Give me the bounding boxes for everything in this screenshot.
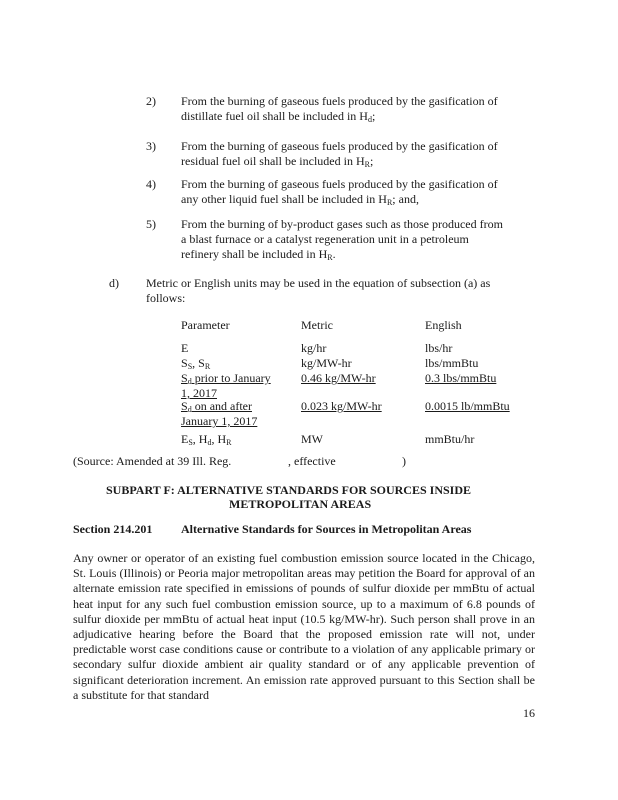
table-cell-english: 0.0015 lb/mmBtu (425, 399, 510, 413)
table-cell-english: 0.3 lbs/mmBtu (425, 371, 497, 385)
subsection-d-text: Metric or English units may be used in the equation of subsection (a) as follows: (146, 276, 491, 305)
table-cell-parameter: $S_S$, $S_R$ (181, 356, 211, 371)
list-item-number: 5) (146, 217, 156, 231)
subpart-heading-line2: METROPOLITAN AREAS (229, 497, 372, 511)
table-cell-metric: kg/MW-hr (301, 356, 352, 370)
table-cell-parameter: $S_d$ on and after January 1, 2017 (181, 399, 258, 428)
list-item-number: 2) (146, 94, 156, 108)
table-cell-metric: MW (301, 432, 323, 446)
list-item-line: refinery shall be included in $H_R$. (181, 247, 336, 262)
table-cell-english: lbs/mmBtu (425, 356, 479, 370)
list-item-line: residual fuel oil shall be included in $H_R$; (181, 154, 374, 169)
table-cell-metric: kg/hr (301, 341, 327, 355)
body-paragraph: Any owner or operator of an existing fuel combustion emission source located in the Chicago, St. Louis (Illinois) or Peoria major metropolitan areas may petition the Board for approval of an alternate emission rate specified in emissions of pounds of sulfur dioxide per mmBtu of actual heat input for any such fuel combustion emission source, up to a maximum of 6.8 pounds of sulfur dioxide per mmBtu of actual heat input (10.5 kg/MW-hr). Such person shall prove in an adjudicative hearing before the Board that the proposed emission rate will not, under predictable worst case conditions cause or contribute to a violation of any applicable primary or secondary sulfur dioxide ambient air quality standard or of any applicable prevention of significant deterioration increment. An emission rate approved pursuant to this Section shall be a substitute for that standard (73, 551, 535, 702)
list-item-line: any other liquid fuel shall be included in $H_R$; and, (181, 192, 419, 207)
section-number: Section 214.201 (73, 522, 153, 536)
list-item-line: distillate fuel oil shall be included in $H_d$; (181, 109, 376, 124)
subsection-label: d) (109, 276, 119, 290)
list-item-line: From the burning of gaseous fuels produced by the gasification of (181, 94, 498, 108)
subpart-heading: SUBPART F: ALTERNATIVE STANDARDS FOR SOURCES INSIDE (106, 483, 471, 497)
table-cell-metric: 0.46 kg/MW-hr (301, 371, 376, 385)
list-item-line: From the burning of by-product gases such as those produced from (181, 217, 503, 231)
source-note-prefix: (Source: Amended at 39 Ill. Reg. (73, 454, 232, 468)
page-number: 16 (523, 706, 535, 720)
list-item-line: From the burning of gaseous fuels produced by the gasification of (181, 139, 498, 153)
list-item-number: 3) (146, 139, 156, 153)
list-item (181, 217, 511, 262)
list-item-line: From the burning of gaseous fuels produced by the gasification of (181, 177, 498, 191)
source-note-suffix: ) (402, 454, 406, 468)
table-cell-metric: 0.023 kg/MW-hr (301, 399, 382, 413)
table-cell-english: mmBtu/hr (425, 432, 475, 446)
list-item (181, 177, 511, 207)
section-title: Alternative Standards for Sources in Metropolitan Areas (181, 522, 472, 536)
list-item (181, 94, 511, 124)
source-note-effective: , effective (288, 454, 336, 468)
table-header-english: English (425, 318, 462, 332)
list-item-line: a blast furnace or a catalyst regeneration unit in a petroleum (181, 232, 469, 246)
list-item-number: 4) (146, 177, 156, 191)
table-cell-english: lbs/hr (425, 341, 453, 355)
table-header-parameter: Parameter (181, 318, 230, 332)
table-header-metric: Metric (301, 318, 333, 332)
list-item (181, 139, 511, 169)
table-cell-parameter: E (181, 341, 189, 355)
table-cell-parameter: $E_S$, $H_d$, $H_R$ (181, 432, 232, 447)
table-cell-parameter: $S_d$ prior to January 1, 2017 (181, 371, 271, 400)
